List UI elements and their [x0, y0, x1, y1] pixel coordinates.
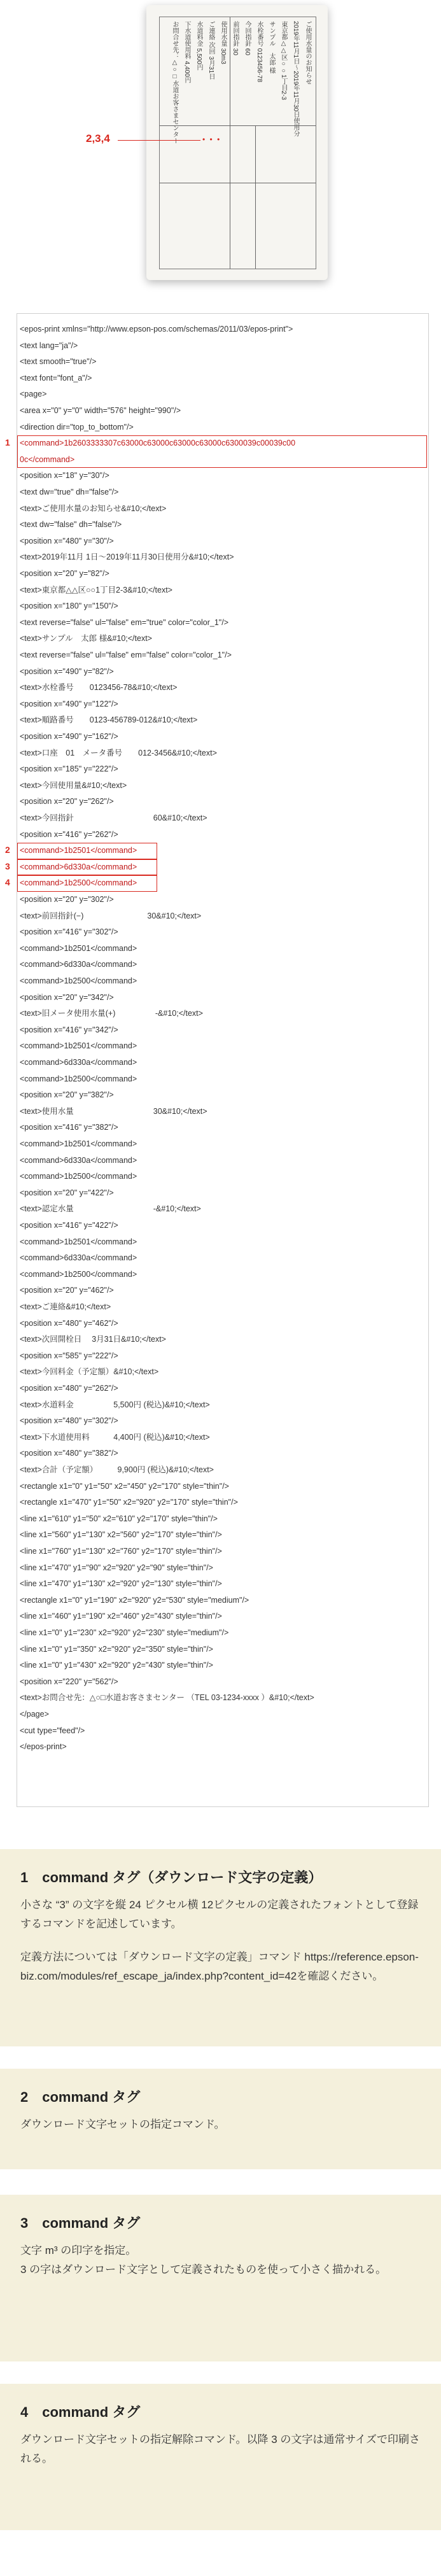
code-listing	[17, 313, 429, 1807]
code-line: <command>1b2501</command>	[20, 846, 137, 855]
code-line: <text>順路番号 0123-456789-012&#10;</text>	[20, 715, 198, 725]
code-line: <position x="416" y="382"/>	[20, 1123, 118, 1132]
highlight-number: 3	[5, 861, 10, 871]
note-box	[0, 1849, 441, 2046]
code-line: <command>1b2500</command>	[20, 1172, 137, 1181]
note-title: 3 command タグ	[20, 2215, 141, 2231]
note-paragraph: ダウンロード文字セットの指定コマンド。	[20, 2118, 225, 2130]
code-line: <line x1="560" y1="130" x2="560" y2="170" style="thin"/>	[20, 1530, 222, 1540]
code-line: <text>旧メータ使用水量(+) -&#10;</text>	[20, 1009, 203, 1018]
code-line: <command>6d330a</command>	[20, 862, 137, 871]
code-line: <rectangle x1="0" y1="190" x2="920" y2="530" style="medium"/>	[20, 1595, 249, 1605]
code-line: <text>水道料金 5,500円 (税込)&#10;</text>	[20, 1400, 210, 1409]
code-line: <epos-print xmlns="http://www.epson-pos.com/schemas/2011/03/epos-print">	[20, 325, 293, 334]
receipt-column-text: 下水道使用料 4,400円	[183, 21, 190, 83]
note-title: 1 command タグ（ダウンロード文字の定義）	[20, 1869, 323, 1885]
code-line: <text reverse="false" ul="false" em="false" color="color_1"/>	[20, 651, 232, 659]
receipt-frame	[159, 17, 316, 269]
code-line: <area x="0" y="0" width="576" height="990"/>	[20, 406, 181, 415]
note-box	[0, 2195, 441, 2361]
receipt-photo	[0, 0, 441, 299]
code-line: <text smooth="true"/>	[20, 357, 97, 367]
code-line: <text>下水道使用料 4,400円 (税込)&#10;</text>	[20, 1432, 210, 1442]
receipt-column-text: 使用水量 30m3	[220, 21, 227, 64]
code-line: <position x="480" y="462"/>	[20, 1318, 118, 1328]
note-box	[0, 2069, 441, 2169]
code-line: <position x="416" y="422"/>	[20, 1221, 118, 1230]
code-line: <position x="480" y="382"/>	[20, 1449, 118, 1458]
code-line: <line x1="0" y1="350" x2="920" y2="350" style="thin"/>	[20, 1644, 213, 1654]
code-line: <text dw="false" dh="false"/>	[20, 520, 122, 530]
code-line: <command>1b2501</command>	[20, 1139, 137, 1148]
code-line: <position x="18" y="30"/>	[20, 471, 109, 481]
code-line: <line x1="0" y1="230" x2="920" y2="230" style="medium"/>	[20, 1628, 229, 1637]
code-line: <text>口座 01 メータ番号 012-3456&#10;</text>	[20, 748, 217, 757]
code-line: <text>合計（予定額） 9,900円 (税込)&#10;</text>	[20, 1465, 214, 1474]
code-line: <text>今回指針 60&#10;</text>	[20, 813, 207, 822]
note-box	[0, 2384, 441, 2530]
code-line: <position x="490" y="162"/>	[20, 732, 118, 741]
receipt-column-text: ご使用水量のお知らせ	[304, 21, 311, 85]
code-line: <line x1="470" y1="130" x2="920" y2="130" style="thin"/>	[20, 1579, 222, 1589]
printed-receipt	[146, 5, 328, 280]
code-line: <position x="480" y="30"/>	[20, 536, 114, 545]
code-line: <position x="416" y="262"/>	[20, 829, 118, 839]
code-line: <text>お問合せ先：△○□水道お客さまセンター （TEL 03-1234-xxxx ）&#10;</text>	[20, 1693, 314, 1703]
code-line: <text dw="true" dh="false"/>	[20, 488, 119, 496]
highlight-number: 1	[5, 437, 10, 448]
note-title: 4 command タグ	[20, 2404, 141, 2420]
code-line: <text font="font_a"/>	[20, 373, 92, 383]
receipt-rule-vertical	[255, 125, 256, 269]
code-line: <text>今回料金（予定額）&#10;</text>	[20, 1367, 159, 1377]
code-line: <text>次回開栓日 3月31日&#10;</text>	[20, 1335, 166, 1344]
code-line: <text reverse="false" ul="false" em="true" color="color_1"/>	[20, 617, 229, 627]
highlight-box	[17, 435, 427, 468]
highlight-number: 2	[5, 845, 10, 855]
code-line: <line x1="460" y1="190" x2="460" y2="430" style="thin"/>	[20, 1612, 222, 1621]
code-line: <line x1="470" y1="90" x2="920" y2="90" style="thin"/>	[20, 1563, 213, 1572]
code-line: <command>6d330a</command>	[20, 1253, 137, 1263]
code-line: <text>東京都△△区○○1丁目2-3&#10;</text>	[20, 585, 172, 595]
code-line: <cut type="feed"/>	[20, 1726, 85, 1735]
code-line: <position x="20" y="342"/>	[20, 992, 114, 1002]
annotation-pointer-line	[118, 140, 200, 141]
receipt-column-text: 今回指針 60	[244, 21, 251, 55]
code-line: <position x="20" y="82"/>	[20, 569, 109, 578]
code-line: <command>1b2500</command>	[20, 1074, 137, 1083]
code-line: <page>	[20, 390, 47, 399]
code-line: <line x1="610" y1="50" x2="610" y2="170" style="thin"/>	[20, 1514, 218, 1523]
annotation-marks: • • •	[202, 135, 221, 144]
code-line: <position x="490" y="122"/>	[20, 699, 118, 708]
note-paragraph: 小さな “3” の文字を縦 24 ピクセル横 12ピクセルの定義されたフォントとして登録するコマンドを記述しています。	[20, 1899, 419, 1930]
code-line: <text>今回使用量&#10;</text>	[20, 780, 127, 790]
code-line: <direction dir="top_to_bottom"/>	[20, 422, 134, 432]
highlight-box	[17, 859, 157, 876]
code-line: <position x="185" y="222"/>	[20, 764, 118, 774]
code-line: <position x="490" y="82"/>	[20, 666, 114, 676]
receipt-column-text: 水栓番号 0123456-78	[256, 21, 263, 83]
code-line: <position x="180" y="150"/>	[20, 602, 118, 611]
receipt-column-text: 2019年11月1日〜2019年11月30日使用分	[292, 21, 299, 137]
code-line: <position x="480" y="302"/>	[20, 1416, 118, 1426]
code-line: <rectangle x1="470" y1="50" x2="920" y2="170" style="thin"/>	[20, 1498, 238, 1507]
code-line: <command>1b2500</command>	[20, 976, 137, 985]
code-line: <command>1b2501</command>	[20, 943, 137, 953]
code-line: <command>1b2500</command>	[20, 1269, 137, 1279]
code-line: <text>2019年11月 1日〜2019年11月30日使用分&#10;</text>	[20, 553, 234, 562]
highlight-number: 4	[5, 877, 10, 888]
code-line: <command>6d330a</command>	[20, 1058, 137, 1067]
code-line: <rectangle x1="0" y1="50" x2="450" y2="170" style="thin"/>	[20, 1481, 229, 1491]
code-line: <line x1="760" y1="130" x2="760" y2="170" style="thin"/>	[20, 1547, 222, 1556]
code-line: <text>水栓番号 0123456-78&#10;</text>	[20, 683, 178, 693]
highlight-box	[17, 875, 157, 892]
note-paragraph: 文字 m³ の印字を指定。 3 の字はダウンロード文字として定義されたものを使って小さく描かれる。	[20, 2244, 387, 2276]
code-line: <line x1="0" y1="430" x2="920" y2="430" style="thin"/>	[20, 1661, 213, 1670]
code-line: <command>1b2500</command>	[20, 878, 137, 888]
code-line: </epos-print>	[20, 1742, 67, 1752]
receipt-rule-horizontal	[160, 125, 316, 126]
code-line: <text>使用水量 30&#10;</text>	[20, 1106, 207, 1116]
code-line: </page>	[20, 1710, 49, 1719]
code-line: <command>1b2501</command>	[20, 1237, 137, 1246]
code-line: 0c</command>	[20, 454, 75, 464]
code-line: <text>前回指針(−) 30&#10;</text>	[20, 911, 202, 920]
code-line: <position x="20" y="462"/>	[20, 1286, 114, 1295]
annotation-label: 2,3,4	[86, 132, 110, 144]
code-line: <command>1b2501</command>	[20, 1041, 137, 1051]
code-line: <position x="20" y="262"/>	[20, 797, 114, 806]
receipt-column-text: サンプル 太郎 様	[268, 21, 275, 74]
code-line: <position x="20" y="422"/>	[20, 1188, 114, 1197]
code-line: <position x="416" y="342"/>	[20, 1025, 118, 1034]
receipt-column-text: 東京都△△区○○1丁目2-3	[280, 21, 287, 101]
code-line: <text>サンプル 太郎 様&#10;</text>	[20, 634, 152, 644]
code-line: <position x="220" y="562"/>	[20, 1677, 118, 1686]
highlight-box	[17, 843, 157, 859]
code-line: <position x="20" y="302"/>	[20, 895, 114, 904]
note-paragraph: ダウンロード文字セットの指定解除コマンド。以降 3 の文字は通常サイズで印刷される。	[20, 2433, 421, 2465]
receipt-column-text: 水道料金 5,500円	[195, 21, 202, 71]
code-line: <position x="416" y="302"/>	[20, 927, 118, 937]
code-line: <position x="480" y="262"/>	[20, 1384, 118, 1393]
code-line: <text>ご連絡&#10;</text>	[20, 1302, 111, 1311]
code-line: <command>1b2603333307c63000c63000c63000c63000c6300039c00039c00	[20, 439, 296, 448]
code-line: <position x="585" y="222"/>	[20, 1351, 118, 1360]
code-line: <text>ご使用水量のお知らせ&#10;</text>	[20, 503, 167, 513]
code-line: <command>6d330a</command>	[20, 960, 137, 969]
receipt-column-text: 前回指針 30	[232, 21, 239, 55]
receipt-column-text: ご連絡 次回 3月31日	[207, 21, 214, 80]
code-line: <position x="20" y="382"/>	[20, 1090, 114, 1100]
code-line: <text lang="ja"/>	[20, 341, 78, 350]
code-line: <command>6d330a</command>	[20, 1155, 137, 1165]
code-line: <text>認定水量 -&#10;</text>	[20, 1204, 201, 1214]
note-title: 2 command タグ	[20, 2089, 141, 2105]
note-paragraph: 定義方法については「ダウンロード文字の定義」コマンド https://reference.epson-biz.com/modules/ref_escape_ja/index.php?content_id=42を確認ください。	[20, 1951, 419, 1982]
receipt-column-text: お問合せ先：△○□水道お客さまセンター	[171, 21, 178, 144]
